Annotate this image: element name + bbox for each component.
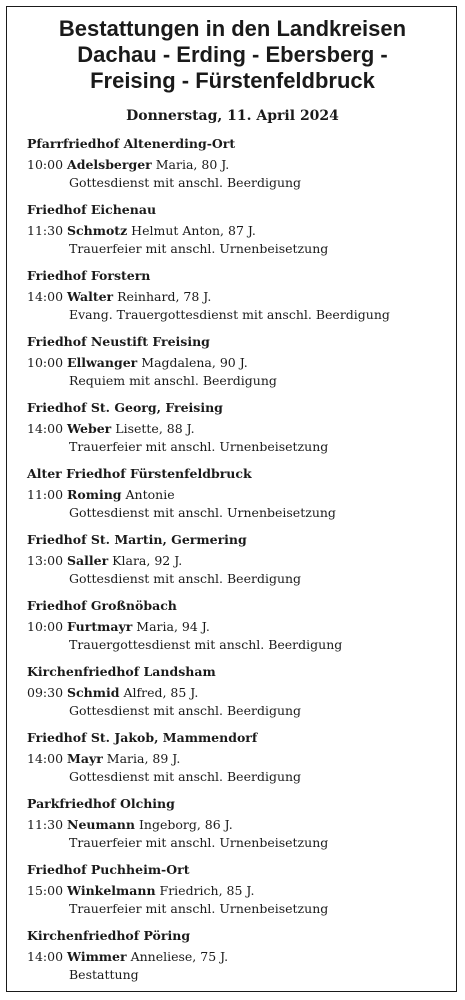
entry-surname: Mayr — [67, 751, 103, 766]
cemetery-name: Friedhof Eichenau — [27, 202, 157, 217]
entry-details: Maria, 80 J. — [155, 157, 230, 172]
entry-service: Gottesdienst mit anschl. Beerdigung — [69, 769, 302, 784]
entry-line — [27, 486, 175, 504]
entry-service: Trauerfeier mit anschl. Urnenbeisetzung — [69, 901, 329, 916]
cemetery-name: Friedhof St. Jakob, Mammendorf — [27, 730, 258, 745]
entry-service: Evang. Trauergottesdienst mit anschl. Beerdigung — [69, 307, 390, 322]
entry-line — [27, 684, 198, 702]
entry-line — [27, 618, 210, 636]
entry-details: Maria, 94 J. — [136, 619, 210, 634]
entry-time: 14:00 — [27, 421, 64, 436]
entry-surname: Wimmer — [67, 949, 127, 964]
list-item — [27, 399, 452, 465]
entry-service: Bestattung — [69, 967, 139, 982]
entry-line — [27, 552, 182, 570]
cemetery-name: Alter Friedhof Fürstenfeldbruck — [27, 466, 252, 481]
entry-surname: Walter — [67, 289, 114, 304]
entry-time: 11:30 — [27, 817, 64, 832]
entry-details: Klara, 92 J. — [112, 553, 183, 568]
entry-service: Gottesdienst mit anschl. Beerdigung — [69, 175, 302, 190]
cemetery-name: Friedhof Großnöbach — [27, 598, 177, 613]
entry-time: 14:00 — [27, 289, 64, 304]
entry-details: Magdalena, 90 J. — [141, 355, 248, 370]
entry-details: Lisette, 88 J. — [115, 421, 195, 436]
entry-line — [27, 354, 248, 372]
entry-details: Alfred, 85 J. — [123, 685, 199, 700]
cemetery-name: Kirchenfriedhof Landsham — [27, 664, 216, 679]
entry-line — [27, 882, 254, 900]
entry-surname: Weber — [67, 421, 112, 436]
date-heading: Donnerstag, 11. April 2024 — [126, 108, 339, 124]
entry-line — [27, 288, 211, 306]
list-item — [27, 465, 452, 531]
list-item — [27, 267, 452, 333]
cemetery-name: Kirchenfriedhof Pöring — [27, 928, 191, 943]
list-item — [27, 729, 452, 795]
list-item — [27, 201, 452, 267]
entry-details: Helmut Anton, 87 J. — [131, 223, 256, 238]
entry-surname: Winkelmann — [67, 883, 156, 898]
list-item — [27, 333, 452, 399]
cemetery-name: Friedhof Forstern — [27, 268, 151, 283]
entry-service: Gottesdienst mit anschl. Beerdigung — [69, 703, 302, 718]
entry-surname: Ellwanger — [67, 355, 138, 370]
entry-service: Trauerfeier mit anschl. Urnenbeisetzung — [69, 241, 329, 256]
list-item — [27, 597, 452, 663]
entry-details: Maria, 89 J. — [106, 751, 181, 766]
entry-line — [27, 816, 233, 834]
entry-time: 10:00 — [27, 619, 64, 634]
entry-surname: Roming — [67, 487, 122, 502]
entry-surname: Schmid — [67, 685, 120, 700]
entry-time: 11:30 — [27, 223, 64, 238]
entry-time: 14:00 — [27, 751, 64, 766]
cemetery-name: Friedhof St. Martin, Germering — [27, 532, 247, 547]
title-line: Bestattungen in den Landkreisen — [58, 16, 407, 41]
entry-time: 10:00 — [27, 157, 64, 172]
entry-details: Ingeborg, 86 J. — [138, 817, 233, 832]
entry-time: 15:00 — [27, 883, 64, 898]
list-item — [27, 861, 452, 927]
entry-line — [27, 222, 256, 240]
entry-service: Requiem mit anschl. Beerdigung — [69, 373, 277, 388]
cemetery-name: Friedhof Puchheim-Ort — [27, 862, 190, 877]
entry-surname: Schmotz — [67, 223, 128, 238]
entry-surname: Neumann — [67, 817, 135, 832]
list-item — [27, 927, 452, 993]
entry-details: Reinhard, 78 J. — [117, 289, 212, 304]
funeral-list — [27, 135, 452, 993]
entry-time: 13:00 — [27, 553, 64, 568]
entry-line — [27, 420, 195, 438]
entry-surname: Furtmayr — [67, 619, 133, 634]
title-line: Dachau - Erding - Ebersberg - — [77, 42, 388, 67]
title-line: Freising - Fürstenfeldbruck — [90, 68, 375, 93]
page-title — [0, 16, 465, 94]
list-item — [27, 663, 452, 729]
entry-service: Trauerfeier mit anschl. Urnenbeisetzung — [69, 835, 329, 850]
entry-details: Antonie — [125, 487, 175, 502]
list-item — [27, 795, 452, 861]
entry-line — [27, 948, 228, 966]
cemetery-name: Friedhof St. Georg, Freising — [27, 400, 223, 415]
entry-time: 14:00 — [27, 949, 64, 964]
entry-service: Gottesdienst mit anschl. Urnenbeisetzung — [69, 505, 336, 520]
cemetery-name: Parkfriedhof Olching — [27, 796, 175, 811]
entry-time: 10:00 — [27, 355, 64, 370]
cemetery-name: Friedhof Neustift Freising — [27, 334, 210, 349]
entry-line — [27, 750, 180, 768]
entry-time: 09:30 — [27, 685, 64, 700]
entry-details: Friedrich, 85 J. — [159, 883, 255, 898]
entry-details: Anneliese, 75 J. — [130, 949, 229, 964]
entry-time: 11:00 — [27, 487, 64, 502]
entry-line — [27, 156, 229, 174]
cemetery-name: Pfarrfriedhof Altenerding-Ort — [27, 136, 236, 151]
entry-service: Gottesdienst mit anschl. Beerdigung — [69, 571, 302, 586]
list-item — [27, 135, 452, 201]
entry-surname: Adelsberger — [67, 157, 152, 172]
list-item — [27, 531, 452, 597]
entry-service: Trauerfeier mit anschl. Urnenbeisetzung — [69, 439, 329, 454]
entry-surname: Saller — [67, 553, 109, 568]
entry-service: Trauergottesdienst mit anschl. Beerdigung — [69, 637, 343, 652]
